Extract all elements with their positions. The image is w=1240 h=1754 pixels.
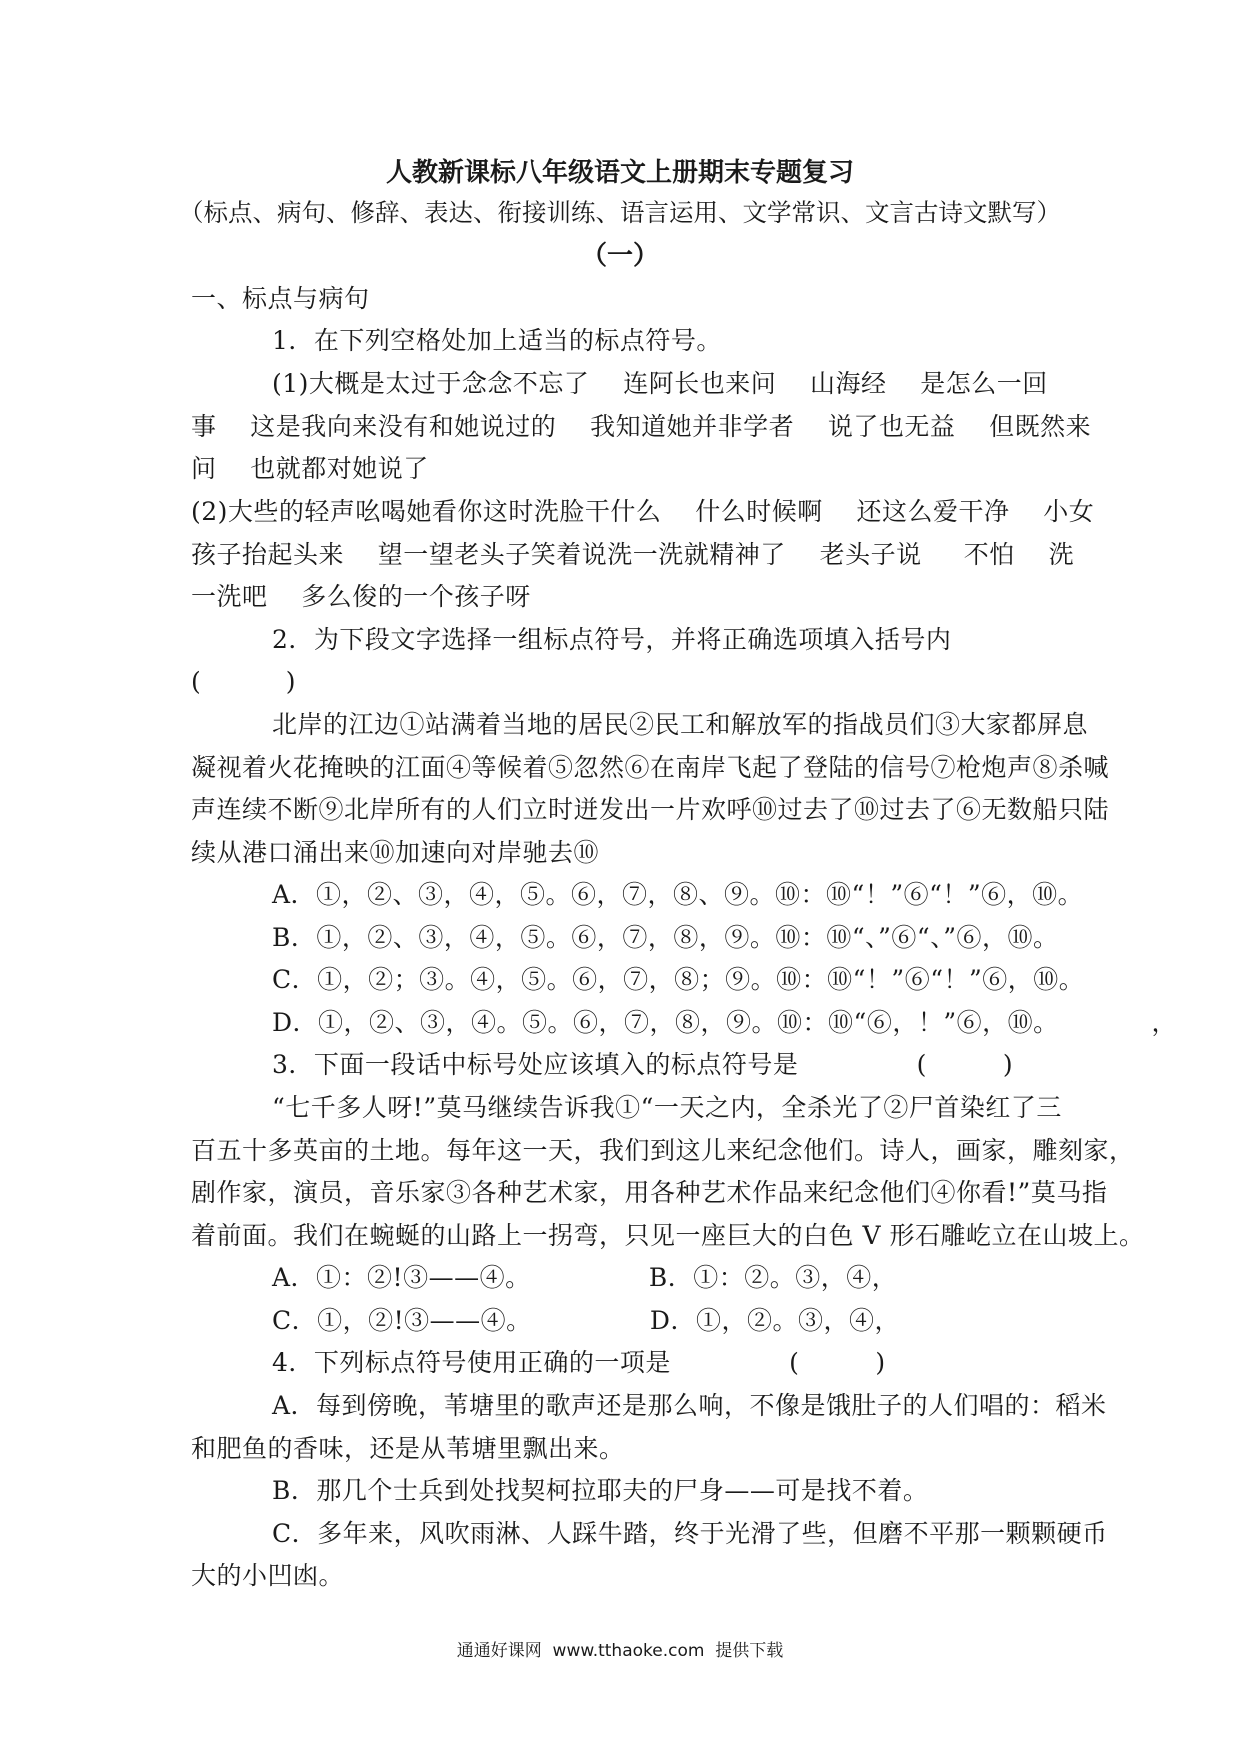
q4-option-line: C．多年来，风吹雨淋、人踩牛踏，终于光滑了些，但磨不平那一颗颗硬币 <box>272 1519 1108 1548</box>
q1-p1-line: 问 也就都对她说了 <box>191 454 429 483</box>
q1-p2-line: 一洗吧 多么俊的一个孩子呀 <box>191 582 531 611</box>
q2-prompt: 2．为下段文字选择一组标点符号，并将正确选项填入括号内 <box>272 625 952 654</box>
q4-option-line: A．每到傍晚，苇塘里的歌声还是那么响，不像是饿肚子的人们唱的：稻米 <box>272 1391 1107 1420</box>
q3-prompt: 3．下面一段话中标号处应该填入的标点符号是 ( ) <box>272 1050 1014 1079</box>
q4-prompt: 4．下列标点符号使用正确的一项是 ( ) <box>272 1348 886 1377</box>
q2-option-b: B．①，②、③，④，⑤。⑥，⑦，⑧，⑨。⑩：⑩“、”⑥“、”⑥，⑩。 <box>272 923 1059 952</box>
q3-options-row: C．①，②!③——④。 D．①，②。③，④， <box>272 1306 900 1335</box>
q2-passage-line: 续从港口涌出来⑩加速向对岸驰去⑩ <box>191 838 600 867</box>
q3-passage-line: 着前面。我们在蜿蜒的山路上一拐弯，只见一座巨大的白色 V 形石雕屹立在山坡上。 <box>191 1221 1145 1250</box>
q2-passage-line: 凝视着火花掩映的江面④等候着⑤忽然⑥在南岸飞起了登陆的信号⑦枪炮声⑧杀喊 <box>191 753 1110 782</box>
footer-credit: 通通好课网 www.tthaoke.com 提供下载 <box>456 1641 784 1661</box>
q2-answer-paren: ( ) <box>191 667 296 696</box>
q4-option-line: 大的小凹凼。 <box>191 1561 345 1590</box>
q3-passage-line: 剧作家，演员，音乐家③各种艺术家，用各种艺术作品来纪念他们④你看!”莫马指 <box>191 1178 1108 1207</box>
q3-passage-line: 百五十多英亩的土地。每年这一天，我们到这儿来纪念他们。诗人，画家，雕刻家， <box>191 1136 1135 1165</box>
q3-passage-line: “七千多人呀!”莫马继续告诉我①“一天之内，全杀光了②尸首染红了三 <box>272 1093 1062 1122</box>
q2-option-d: D．①，②、③，④。⑤。⑥，⑦，⑧，⑨。⑩：⑩“⑥，！”⑥，⑩。 ， <box>272 1008 1178 1037</box>
q2-passage-line: 声连续不断⑨北岸所有的人们立时迸发出一片欢呼⑩过去了⑩过去了⑥无数船只陆 <box>191 795 1110 824</box>
q4-option-line: B．那几个士兵到处找契柯拉耶夫的尸身——可是找不着。 <box>272 1476 929 1505</box>
q1-prompt: 1．在下列空格处加上适当的标点符号。 <box>272 326 722 355</box>
q1-p1-line: 事 这是我向来没有和她说过的 我知道她并非学者 说了也无益 但既然来 <box>191 412 1092 441</box>
q1-p1-line: (1)大概是太过于念念不忘了 连阿长也来问 山海经 是怎么一回 <box>272 369 1048 398</box>
q2-option-a: A．①，②、③，④，⑤。⑥，⑦，⑧、⑨。⑩：⑩“！”⑥“！”⑥，⑩。 <box>272 880 1084 909</box>
q3-options-row: A．①：②!③——④。 B．①：②。③，④， <box>272 1263 898 1292</box>
document-subtitle: （标点、病句、修辞、表达、衔接训练、语言运用、文学常识、文言古诗文默写） <box>179 198 1061 227</box>
section-heading: 一、标点与病句 <box>191 284 370 313</box>
q2-passage-line: 北岸的江边①站满着当地的居民②民工和解放军的指战员们③大家都屏息 <box>272 710 1089 739</box>
q1-p2-line: 孩子抬起头来 望一望老头子笑着说洗一洗就精神了 老头子说 不怕 洗 <box>191 540 1075 569</box>
part-label: （一） <box>580 241 659 271</box>
q1-p2-line: (2)大些的轻声吆喝她看你这时洗脸干什么 什么时候啊 还这么爱干净 小女 <box>191 497 1095 526</box>
document-title: 人教新课标八年级语文上册期末专题复习 <box>385 158 854 188</box>
q2-option-c: C．①，②；③。④，⑤。⑥，⑦，⑧；⑨。⑩：⑩“！”⑥“！”⑥，⑩。 <box>272 965 1085 994</box>
q4-option-line: 和肥鱼的香味，还是从苇塘里飘出来。 <box>191 1434 625 1463</box>
